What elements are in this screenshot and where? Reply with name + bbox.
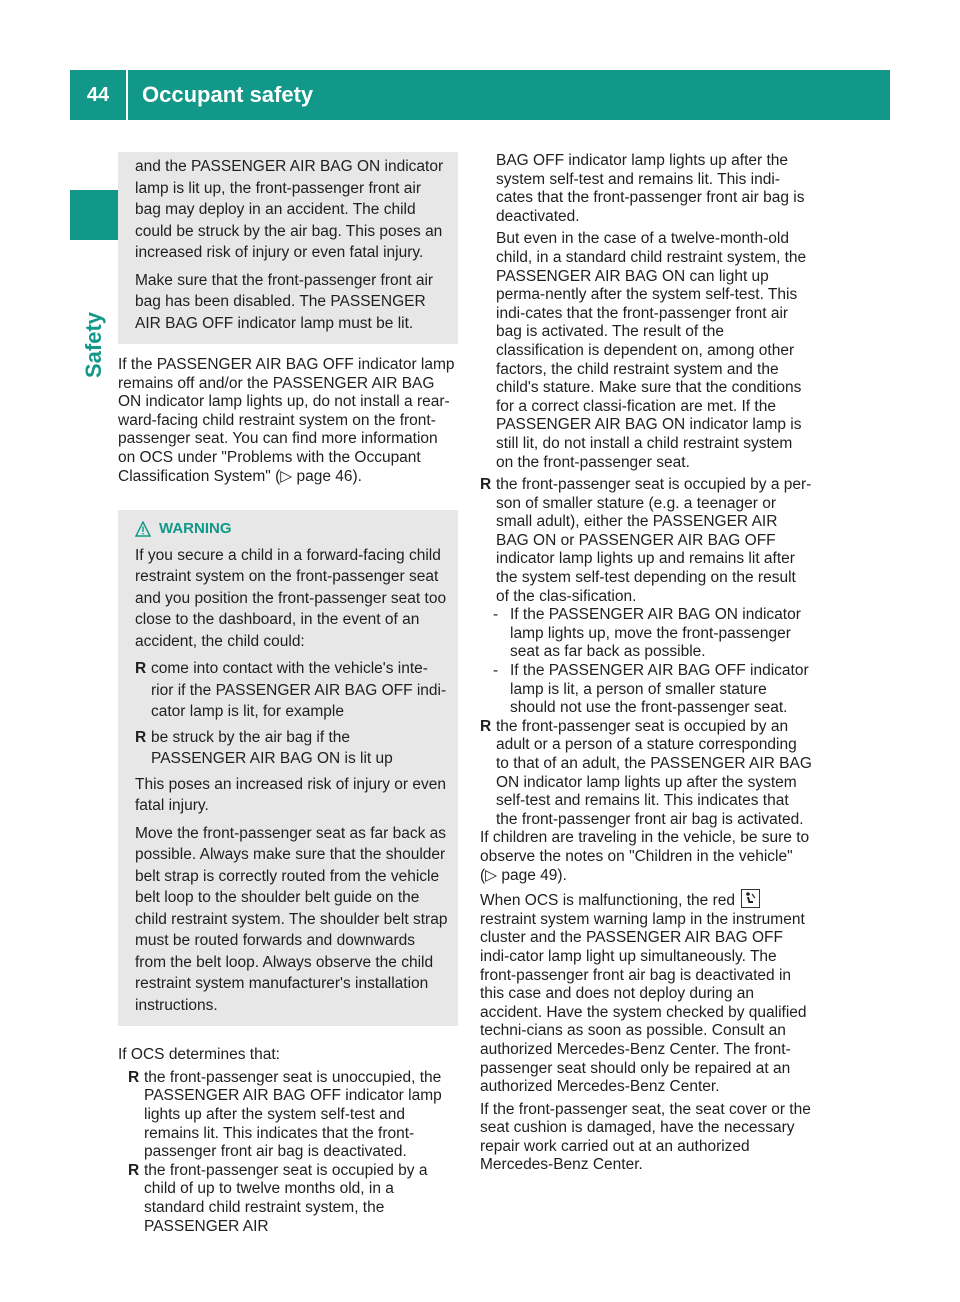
body-paragraph: If the front-passenger seat, the seat cover or the seat cushion is damaged, have the necessary repair work carried out at an authorized Mercedes-Benz Center. — [480, 1100, 811, 1174]
body-paragraph: If the PASSENGER AIR BAG OFF indicator lamp remains off and/or the PASSENGER AIR BAG ON indicator lamp lights up, do not install a rear-ward-facing child restraint system on the front-passenger seat. You can find more information on OCS under "Problems with the Occupant Classification System" (▷ page 46). — [118, 356, 455, 485]
body-paragraph: BAG OFF indicator lamp lights up after the system self-test and remains lit. This indi-cates that the front-passenger front air bag is deactivated. — [496, 152, 805, 225]
list-item: R the front-passenger seat is unoccupied, the PASSENGER AIR BAG OFF indicator lamp lights up after the system self-test and remains lit. This indicates that the front-passenger front air bag is deactivated. — [128, 1068, 442, 1161]
right-column — [480, 152, 812, 1179]
sub-list-item: - If the PASSENGER AIR BAG OFF indicator lamp is lit, a person of smaller stature should not use the front-passenger seat. — [493, 662, 809, 717]
box-paragraph: Make sure that the front-passenger front air bag has been disabled. The PASSENGER AIR BAG OFF indicator lamp must be lit. — [135, 271, 434, 332]
list-item: R the front-passenger seat is occupied by a per-son of smaller stature (e.g. a teenager or small adult), either the PASSENGER AIR BAG ON or PASSENGER AIR BAG OFF indicator lamp lights up and remains lit after the system self-test depending on the result of the clas-sification. - If the PASSENGER AIR BAG ON indicator lamp lights up, move the front-passenger seat as far back as possible. - If the PASSENGER AIR BAG OFF indicator lamp is lit, a person of smaller stature should not use the front-passenger seat. — [480, 476, 812, 717]
list-item: R the front-passenger seat is occupied by an adult or a person of a stature corresponding to that of an adult, the PASSENGER AIR BAG ON indicator lamp lights up after the system self-test and remains lit. This indicates that the front-passenger front air bag is activated. — [480, 717, 812, 828]
list-item: R be struck by the air bag if the PASSENGER AIR BAG ON is lit up — [135, 728, 393, 768]
ocs-bullets-continued — [480, 476, 812, 829]
section-title: Occupant safety — [142, 82, 314, 107]
body-paragraph: If OCS determines that: — [118, 1046, 280, 1064]
page-number: 44 — [70, 70, 128, 120]
warning-title: WARNING — [159, 520, 232, 538]
bullet-continuation — [480, 152, 812, 472]
left-column — [118, 152, 458, 1236]
warning-paragraph: This poses an increased risk of injury or even fatal injury. — [135, 775, 447, 815]
warning-triangle-icon — [135, 521, 151, 537]
warning-heading — [135, 520, 448, 539]
chapter-label: Safety — [81, 311, 106, 379]
body-paragraph: But even in the case of a twelve-month-old child, in a standard child restraint system, the PASSENGER AIR BAG ON can light up perma-nently after the system self-test. This indi-cates that the front-passenger front air bag is activated. The result of the classification is dependent on, among other factors, the child restraint system and the child's stature. Make sure that the conditions for a correct classi-fication are met. If the PASSENGER AIR BAG ON indicator lamp is still lit, do not install a child restraint system on the front-passenger seat. — [496, 230, 807, 471]
sub-list — [480, 606, 812, 718]
ocs-bullets — [128, 1069, 458, 1236]
warning-continuation-box — [118, 152, 458, 344]
chapter-tab-marker — [70, 190, 120, 240]
list-item: R come into contact with the vehicle's inte-rior if the PASSENGER AIR BAG OFF indi-cator lamp is lit, for example — [135, 660, 447, 721]
page-header — [70, 70, 890, 120]
sub-list-item: - If the PASSENGER AIR BAG ON indicator lamp lights up, move the front-passenger seat as far back as possible. — [493, 606, 801, 661]
body-paragraph: If children are traveling in the vehicle, be sure to observe the notes on "Children in the vehicle" (▷ page 49). — [480, 829, 810, 884]
box-paragraph: and the PASSENGER AIR BAG ON indicator lamp is lit up, the front-passenger front air bag may deploy in an accident. The child could be struck by the air bag. This poses an increased risk of injury or even fatal injury. — [135, 158, 444, 261]
body-paragraph: When OCS is malfunctioning, the red restraint system warning lamp in the instrument cluster and the PASSENGER AIR BAG OFF indi-cator lamp light up simultaneously. The front-passenger front air bag is deactivated in this case and does not deploy during an accident. Have the system checked by qualified techni-cians as soon as possible. Consult an authorized Mercedes-Benz Center. The front-passenger seat should only be repaired at an authorized Mercedes-Benz Center. — [480, 889, 812, 1097]
warning-paragraph: Move the front-passenger seat as far back as possible. Always make sure that the shoulder belt strap is correctly routed from the vehicle belt loop to the shoulder belt guide on the child restraint system. The shoulder belt strap must be routed forwards and downwards from the belt loop. Always observe the child restraint system manufacturer's installation instructions. — [135, 824, 448, 1014]
warning-intro: If you secure a child in a forward-facing child restraint system on the front-passenger seat and you position the front-passenger seat too close to the dashboard, in the event of an accident, the child could: — [135, 546, 447, 650]
warning-bullets — [135, 658, 448, 770]
list-item: R the front-passenger seat is occupied by a child of up to twelve months old, in a standard child restraint system, the PASSENGER AIR — [128, 1161, 428, 1235]
restraint-system-warning-icon — [741, 889, 760, 908]
warning-box — [118, 510, 458, 1026]
